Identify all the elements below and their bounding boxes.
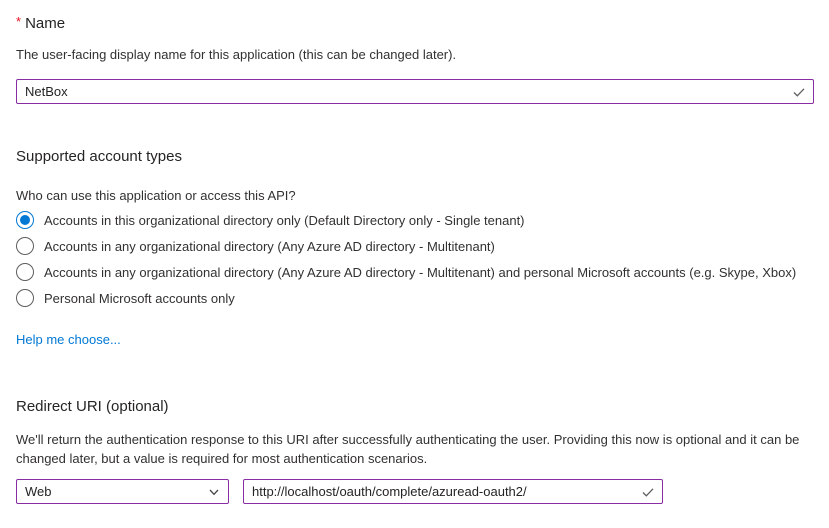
account-types-section-title: Supported account types <box>16 148 182 165</box>
account-types-radio-group <box>16 207 814 311</box>
radio-option-label: Accounts in any organizational directory (Any Azure AD directory - Multitenant) and personal Microsoft accounts (e.g. Skype, Xbox) <box>44 264 797 280</box>
redirect-uri-section-title: Redirect URI (optional) <box>16 398 169 415</box>
radio-option-single-tenant[interactable] <box>16 207 814 233</box>
radio-option-label: Personal Microsoft accounts only <box>44 290 235 306</box>
name-input[interactable] <box>16 79 814 104</box>
name-input-wrap <box>16 79 814 104</box>
redirect-uri-description: We'll return the authentication response to this URI after successfully authenticating the user. Providing this now is optional and it can be changed later, but a value is required for most authentication scenarios. <box>16 432 800 466</box>
name-description: The user-facing display name for this application (this can be changed later). <box>16 47 457 62</box>
chevron-down-icon <box>207 485 221 499</box>
radio-button-icon[interactable] <box>16 237 34 255</box>
redirect-uri-input[interactable] <box>243 479 663 504</box>
radio-button-icon[interactable] <box>16 289 34 307</box>
platform-select-value: Web <box>25 484 52 499</box>
radio-button-icon[interactable] <box>16 211 34 229</box>
help-me-choose-link[interactable]: Help me choose... <box>16 332 121 347</box>
redirect-uri-input-wrap <box>243 479 663 504</box>
radio-option-multitenant-personal[interactable] <box>16 259 814 285</box>
name-section-title <box>16 12 814 34</box>
required-asterisk: * <box>16 14 22 29</box>
radio-option-label: Accounts in any organizational directory (Any Azure AD directory - Multitenant) <box>44 238 495 254</box>
redirect-uri-controls <box>16 479 814 504</box>
radio-button-icon[interactable] <box>16 263 34 281</box>
radio-option-label: Accounts in this organizational directory only (Default Directory only - Single tenant) <box>44 212 525 228</box>
account-types-question: Who can use this application or access this API? <box>16 188 296 203</box>
platform-select-dropdown[interactable] <box>16 479 229 504</box>
radio-option-multitenant[interactable] <box>16 233 814 259</box>
radio-option-personal-only[interactable] <box>16 285 814 311</box>
name-title-text: Name <box>25 15 66 32</box>
